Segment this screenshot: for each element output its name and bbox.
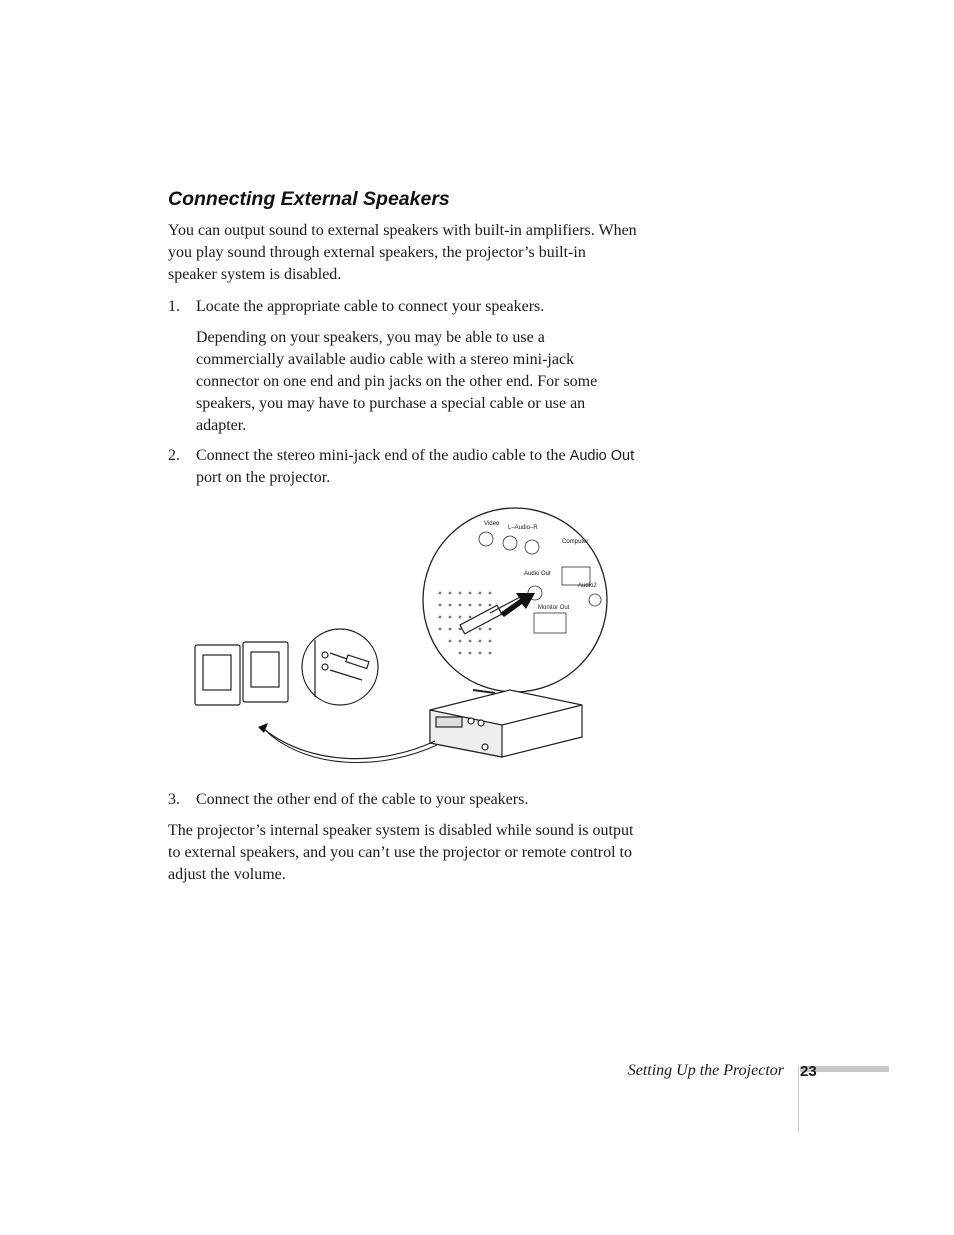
step-number: 2. (168, 447, 180, 464)
step-text (196, 445, 638, 489)
audio-lr-label: L–Audio–R (508, 525, 538, 531)
audio-out-closeup (423, 508, 607, 692)
speaker-connection-illustration (190, 505, 610, 775)
closing-paragraph: The projector’s internal speaker system is disabled while sound is output to external speakers, and you can’t use the projector or remote control to adjust the volume. (168, 822, 634, 883)
step-1 (168, 296, 638, 318)
projector-icon (430, 690, 582, 757)
audio-out-label: Audio Out (524, 571, 551, 577)
computer-label: Computer (562, 539, 589, 545)
footer-rule (798, 1066, 799, 1132)
page-number: 23 (800, 1063, 817, 1080)
step-number: 1. (168, 298, 180, 315)
audio-cable (265, 730, 435, 759)
jack-closeup-icon (302, 629, 378, 705)
video-label: Video (484, 521, 500, 527)
speakers-icon (195, 642, 288, 705)
audio-out-port-label: Audio Out (569, 448, 635, 464)
step-text: Locate the appropriate cable to connect your speakers. (196, 298, 545, 315)
section-heading: Connecting External Speakers (168, 188, 450, 210)
intro-paragraph: You can output sound to external speakers with built-in amplifiers. When you play sound through external speakers, the projector’s built-in speaker system is disabled. (168, 222, 637, 283)
audio2-label: Audio2 (578, 583, 597, 589)
step-3 (168, 789, 638, 811)
step-text-after: port on the projector. (196, 469, 331, 486)
monitor-out-label: Monitor Out (538, 605, 570, 611)
step-text: Connect the other end of the cable to your speakers. (196, 791, 529, 808)
step-1-detail: Depending on your speakers, you may be able to use a commercially available audio cable with a stereo mini-jack connector on one end and pin jacks on the other end. For some speakers, you may have to purchase a special cable or use an adapter. (196, 329, 598, 434)
footer-section-title: Setting Up the Projector (627, 1062, 784, 1079)
step-2 (168, 445, 638, 489)
step-number: 3. (168, 791, 180, 808)
step-text-before: Connect the stereo mini-jack end of the audio cable to the (196, 447, 570, 464)
